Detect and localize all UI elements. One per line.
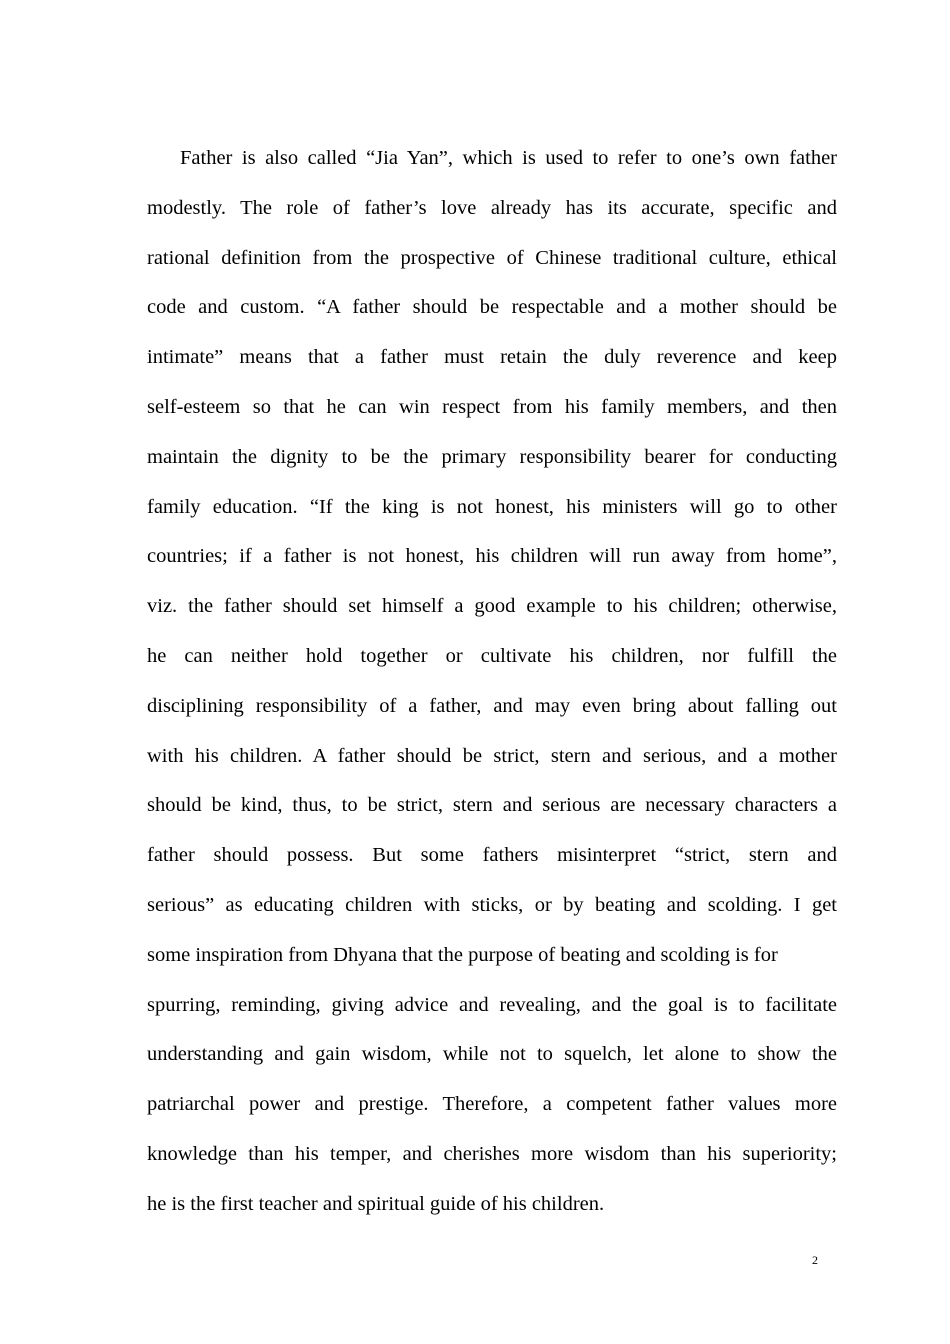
paragraph-line: family education. “If the king is not honest, his ministers will go to other bbox=[147, 495, 837, 518]
paragraph-line: father should possess. But some fathers misinterpret “strict, stern and bbox=[147, 844, 837, 867]
page-number: 2 bbox=[812, 1253, 818, 1267]
paragraph-line: knowledge than his temper, and cherishes more wisdom than his superiority; bbox=[147, 1142, 837, 1165]
body-paragraph bbox=[147, 141, 837, 1237]
paragraph-line: understanding and gain wisdom, while not to squelch, let alone to show the bbox=[147, 1043, 837, 1066]
paragraph-line: rational definition from the prospective of Chinese traditional culture, ethical bbox=[147, 246, 837, 269]
paragraph-line: Father is also called “Jia Yan”, which is used to refer to one’s own father bbox=[180, 147, 837, 169]
paragraph-line: spurring, reminding, giving advice and revealing, and the goal is to facilitate bbox=[147, 993, 837, 1016]
paragraph-line: serious” as educating children with sticks, or by beating and scolding. I get bbox=[147, 893, 837, 916]
paragraph-line: disciplining responsibility of a father, and may even bring about falling out bbox=[147, 694, 837, 717]
paragraph-line: he can neither hold together or cultivate his children, nor fulfill the bbox=[147, 644, 837, 667]
paragraph-line: he is the first teacher and spiritual guide of his children. bbox=[147, 1192, 605, 1215]
paragraph-line: should be kind, thus, to be strict, stern and serious are necessary characters a bbox=[147, 794, 837, 817]
paragraph-line: some inspiration from Dhyana that the purpose of beating and scolding is for bbox=[147, 943, 778, 966]
paragraph-line: with his children. A father should be strict, stern and serious, and a mother bbox=[147, 744, 837, 767]
paragraph-line: self-esteem so that he can win respect from his family members, and then bbox=[147, 395, 837, 418]
paragraph-line: intimate” means that a father must retain the duly reverence and keep bbox=[147, 346, 837, 369]
paragraph-line: patriarchal power and prestige. Therefore, a competent father values more bbox=[147, 1093, 837, 1116]
paragraph-line: code and custom. “A father should be respectable and a mother should be bbox=[147, 296, 837, 319]
paragraph-line: countries; if a father is not honest, his children will run away from home”, bbox=[147, 545, 837, 568]
paragraph-line: viz. the father should set himself a good example to his children; otherwise, bbox=[147, 595, 837, 618]
paragraph-line: maintain the dignity to be the primary responsibility bearer for conducting bbox=[147, 445, 837, 468]
paragraph-line: modestly. The role of father’s love already has its accurate, specific and bbox=[147, 196, 837, 219]
